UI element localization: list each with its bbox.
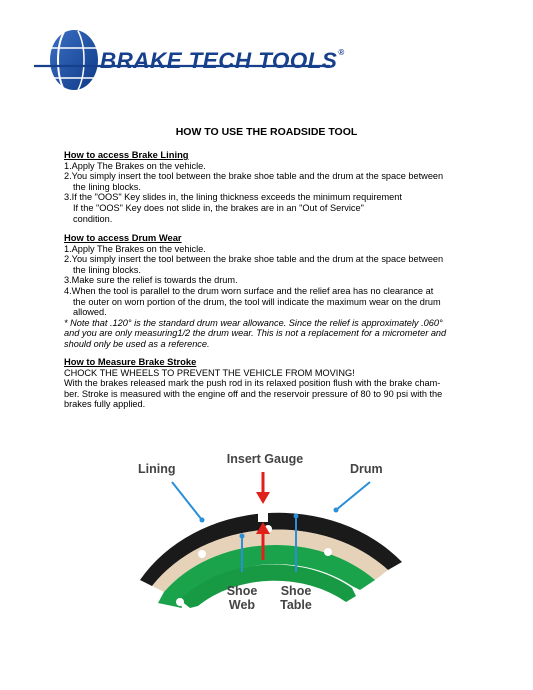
gauge-gap xyxy=(258,506,268,522)
section-heading: How to access Brake Lining xyxy=(64,149,189,160)
step-line: If the "OOS" Key does not slide in, the brakes are in an "Out of Service" xyxy=(73,202,364,213)
warning-line: CHOCK THE WHEELS TO PREVENT THE VEHICLE FROM MOVING! xyxy=(64,367,355,378)
label-shoe-table-line1: Shoe xyxy=(280,584,312,598)
step-line: 4.When the tool is parallel to the drum worn surface and the relief area has no clearance at xyxy=(64,285,434,296)
step-line: the lining blocks. xyxy=(73,181,141,192)
body-line: With the brakes released mark the push rod in its relaxed position flush with the brake cham- xyxy=(64,378,441,389)
section-drum-wear xyxy=(64,233,474,350)
shoe-hole xyxy=(198,550,206,558)
step-line: 2.You simply insert the tool between the brake shoe table and the drum at the space between xyxy=(64,254,444,265)
label-lining: Lining xyxy=(138,462,176,476)
section-heading: How to access Drum Wear xyxy=(64,232,182,243)
logo-text: BRAKE TECH TOOLS® xyxy=(100,48,345,73)
label-drum: Drum xyxy=(350,462,383,476)
body-line: ber. Stroke is measured with the engine off and the reservoir pressure of 80 to 90 psi with the xyxy=(64,388,443,399)
step-line: 2.You simply insert the tool between the brake shoe table and the drum at the space between xyxy=(64,171,444,182)
step-line: condition. xyxy=(73,213,113,224)
step-line: 1.Apply The Brakes on the vehicle. xyxy=(64,160,206,171)
step-line: the lining blocks. xyxy=(73,264,141,275)
step-line: 3.Make sure the relief is towards the drum. xyxy=(64,275,238,286)
shoe-hole xyxy=(176,598,184,606)
step-line: 3.If the "OOS" Key slides in, the lining thickness exceeds the minimum requirement xyxy=(64,192,402,203)
label-shoe-web xyxy=(224,584,260,612)
section-heading: How to Measure Brake Stroke xyxy=(64,356,197,367)
label-shoe-table-line2: Table xyxy=(280,598,312,612)
brake-tech-tools-logo xyxy=(34,26,345,96)
shoe-hole xyxy=(324,548,332,556)
brake-diagram xyxy=(120,440,440,630)
note-line: should only be used as a reference. xyxy=(64,338,210,349)
section-brake-stroke xyxy=(64,357,474,410)
note-line: * Note that .120° is the standard drum wear allowance. Since the relief is approximately .060° xyxy=(64,317,443,328)
label-insert-gauge: Insert Gauge xyxy=(226,452,304,466)
page-title: HOW TO USE THE ROADSIDE TOOL xyxy=(175,126,358,138)
section-brake-lining xyxy=(64,150,474,224)
step-line: 1.Apply The Brakes on the vehicle. xyxy=(64,243,206,254)
body-line: brakes fully applied. xyxy=(64,399,146,410)
red-arrow-down xyxy=(256,492,270,504)
label-shoe-table xyxy=(274,584,318,612)
note-line: and you are only measuring1/2 the drum wear. This is not a replacement for a micrometer and xyxy=(64,328,447,339)
label-shoe-web-line2: Web xyxy=(228,598,256,612)
step-line: allowed. xyxy=(73,307,107,318)
step-line: the outer on worn portion of the drum, the tool will indicate the maximum wear on the drum xyxy=(73,296,441,307)
label-shoe-web-line1: Shoe xyxy=(226,584,258,598)
